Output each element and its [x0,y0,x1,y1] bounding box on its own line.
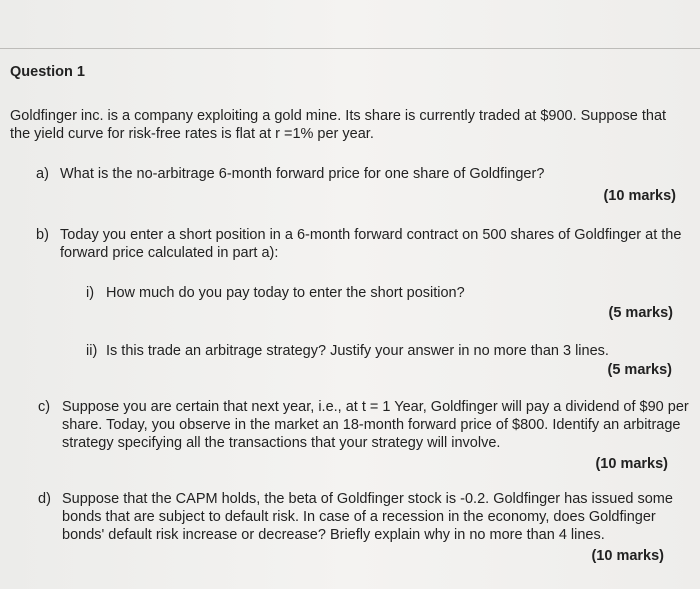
part-b-i-text: How much do you pay today to enter the short position? [106,285,465,301]
part-b-label: b) [36,227,49,243]
part-c-line-1: Suppose you are certain that next year, i.e., at t = 1 Year, Goldfinger will pay a dividend of $90 per [62,399,689,415]
part-a-label: a) [36,166,49,182]
part-b-ii-marks: (5 marks) [607,362,672,378]
part-d-line-3: bonds' default risk increase or decrease? Briefly explain why in no more than 4 lines. [62,527,605,543]
intro-line-2: the yield curve for risk-free rates is flat at r =1% per year. [10,126,374,142]
part-d-line-1: Suppose that the CAPM holds, the beta of Goldfinger stock is -0.2. Goldfinger has issued some [62,491,673,507]
part-b-ii-text: Is this trade an arbitrage strategy? Justify your answer in no more than 3 lines. [106,343,609,359]
part-c-line-2: share. Today, you observe in the market an 18-month forward price of $800. Identify an arbitrage [62,417,681,433]
part-c-line-3: strategy specifying all the transactions that your strategy will involve. [62,435,501,451]
top-divider [0,48,700,49]
part-c-label: c) [38,399,51,415]
intro-line-1: Goldfinger inc. is a company exploiting a gold mine. Its share is currently traded at $900. Suppose that [10,108,667,124]
question-title: Question 1 [10,64,85,80]
part-d-label: d) [38,491,51,507]
part-b-i-label: i) [86,285,95,301]
part-b-line-2: forward price calculated in part a): [60,245,279,261]
part-c-marks: (10 marks) [595,456,668,472]
part-b-line-1: Today you enter a short position in a 6-month forward contract on 500 shares of Goldfinger at the [60,227,682,243]
part-b-i-marks: (5 marks) [608,305,673,321]
part-a-text: What is the no-arbitrage 6-month forward price for one share of Goldfinger? [60,166,545,182]
part-d-line-2: bonds that are subject to default risk. In case of a recession in the economy, does Goldfinger [62,509,656,525]
part-d-marks: (10 marks) [591,548,664,564]
part-a-marks: (10 marks) [603,188,676,204]
part-b-ii-label: ii) [86,343,98,359]
